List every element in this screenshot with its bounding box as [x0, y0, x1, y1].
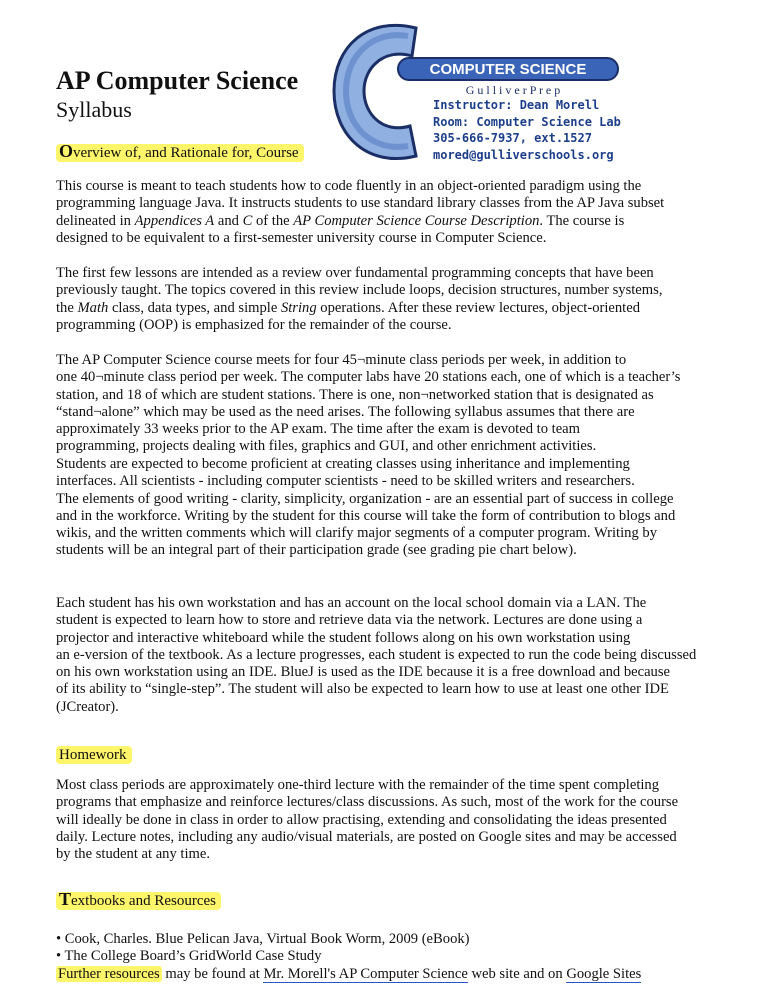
heading-initial: T — [59, 889, 72, 909]
text-line — [56, 300, 716, 317]
text-line: Students are expected to become proficient at creating classes using inheritance and implementing — [56, 456, 630, 472]
heading-text: Homework — [56, 746, 132, 764]
text-line: student is expected to learn how to store and retrieve data via the network. Lectures are done using a — [56, 612, 643, 629]
text-line: The first few lessons are intended as a review over fundamental programming concepts that have been — [56, 265, 654, 281]
instructor-room: Room: Computer Science Lab — [433, 114, 621, 129]
section-heading-textbooks — [56, 889, 221, 910]
text-line: programming language Java. It instructs students to use standard library classes from the AP Java subset — [56, 195, 665, 212]
text-line: by the student at any time. — [56, 846, 211, 863]
text-line: an e-version of the textbook. As a lecture progresses, each student is expected to run the code being discussed — [56, 646, 697, 663]
page-subtitle: Syllabus — [56, 97, 132, 122]
text-line: Most class periods are approximately one-third lecture with the remainder of the time spent completing — [56, 777, 660, 793]
heading-initial: O — [59, 141, 74, 161]
paragraph-homework — [56, 777, 716, 863]
instructor-info — [433, 97, 621, 163]
instructor-name: Instructor: Dean Morell — [433, 98, 600, 112]
paragraph-workstation — [56, 595, 716, 716]
text-span: may be found at — [161, 965, 264, 982]
section-heading-homework — [56, 747, 132, 764]
text-line: programming, projects dealing with files, graphics and GUI, and other enrichment activities. — [56, 438, 597, 455]
text-span: String — [280, 299, 317, 316]
text-line: designed to be equivalent to a first-semester university course in Computer Science. — [56, 229, 547, 246]
logo-line1: COMPUTER SCIENCE — [429, 61, 587, 78]
instructor-email: mored@gulliverschools.org — [433, 147, 614, 162]
text-line: previously taught. The topics covered in this review include loops, decision structures, number systems, — [56, 282, 663, 299]
text-line: wikis, and the written comments which will clarify major segments of a computer program. Writing by — [56, 525, 657, 542]
text-span: and — [214, 212, 243, 229]
text-line: This course is meant to teach students how to code fluently in an object-oriented paradigm using the — [56, 178, 642, 194]
text-line: will ideally be done in class in order to allow practising, extending and consolidating the ideas presented — [56, 811, 667, 828]
heading-text: verview of, and Rationale for, Course — [73, 145, 299, 161]
text-span: Math — [77, 299, 109, 316]
text-line: programming (OOP) is emphasized for the remainder of the course. — [56, 316, 452, 333]
text-line: and in the workforce. Writing by the student for this course will take the form of contribution to blogs and — [56, 507, 676, 524]
instructor-phone: 305-666-7937, ext.1527 — [433, 131, 592, 145]
text-span: AP Computer Science Course Description — [293, 212, 540, 229]
text-span: web site and on — [467, 965, 567, 982]
paragraph-overview — [56, 178, 716, 247]
text-line: of its ability to “single-step”. The student will also be expected to learn how to use at least one other IDE — [56, 681, 669, 698]
text-line: one 40¬minute class period per week. The computer labs have 20 stations each, one of which is a teacher’s — [56, 369, 681, 386]
paragraph-schedule — [56, 352, 716, 456]
list-item: • The College Board’s GridWorld Case Study — [56, 948, 322, 965]
heading-text: extbooks and Resources — [71, 893, 216, 909]
course-website-link[interactable]: Mr. Morell's AP Computer Science — [263, 965, 468, 982]
text-span: delineated in — [56, 212, 135, 229]
page-title: AP Computer Science — [56, 66, 299, 95]
text-span: of the — [252, 212, 294, 229]
text-span: . The course is — [539, 212, 625, 229]
text-span: the — [56, 299, 78, 316]
text-line: students will be an integral part of their participation grade (see grading pie chart below). — [56, 542, 577, 559]
paragraph-expectations — [56, 456, 716, 560]
paragraph-review — [56, 265, 716, 334]
text-line: The elements of good writing - clarity, simplicity, organization - are an essential part of success in college — [56, 490, 674, 507]
text-line: “stand¬alone” which may be used as the need arises. The following syllabus assumes that there are — [56, 403, 635, 420]
text-line: The AP Computer Science course meets for four 45¬minute class periods per week, in addition to — [56, 352, 627, 368]
text-span: class, data types, and simple — [108, 299, 281, 316]
text-line: approximately 33 weeks prior to the AP exam. The time after the exam is devoted to team — [56, 421, 581, 438]
section-heading-overview — [56, 141, 304, 162]
resource-list — [56, 931, 716, 983]
google-sites-link[interactable]: Google Sites — [566, 965, 642, 982]
text-line: interfaces. All scientists - including computer scientists - need to be skilled writers and researchers. — [56, 473, 635, 490]
text-line: Each student has his own workstation and has an account on the local school domain via a LAN. The — [56, 595, 647, 611]
text-line: programs that emphasize and reinforce lectures/class discussions. As such, most of the work for the course — [56, 794, 679, 811]
highlighted-text: Further resources — [58, 965, 160, 982]
text-span: operations. After these review lectures, object-oriented — [316, 299, 641, 316]
list-item — [56, 966, 716, 983]
text-span: C — [242, 212, 253, 229]
text-line: station, and 18 of which are student stations. There is one, non¬networked station that is designated as — [56, 386, 654, 403]
text-span: Appendices A — [134, 212, 215, 229]
list-item: • Cook, Charles. Blue Pelican Java, Virtual Book Worm, 2009 (eBook) — [56, 931, 470, 947]
text-line: (JCreator). — [56, 698, 119, 715]
logo-line2: G u l l i v e r P r e p — [465, 83, 561, 97]
text-line: projector and interactive whiteboard while the student follows along on his own workstation using — [56, 629, 631, 646]
text-line — [56, 213, 716, 230]
text-line: daily. Lecture notes, including any audio/visual materials, are posted on Google sites and may be accessed — [56, 828, 677, 845]
text-line: on his own workstation using an IDE. BlueJ is used as the IDE because it is a free download and because — [56, 664, 671, 681]
